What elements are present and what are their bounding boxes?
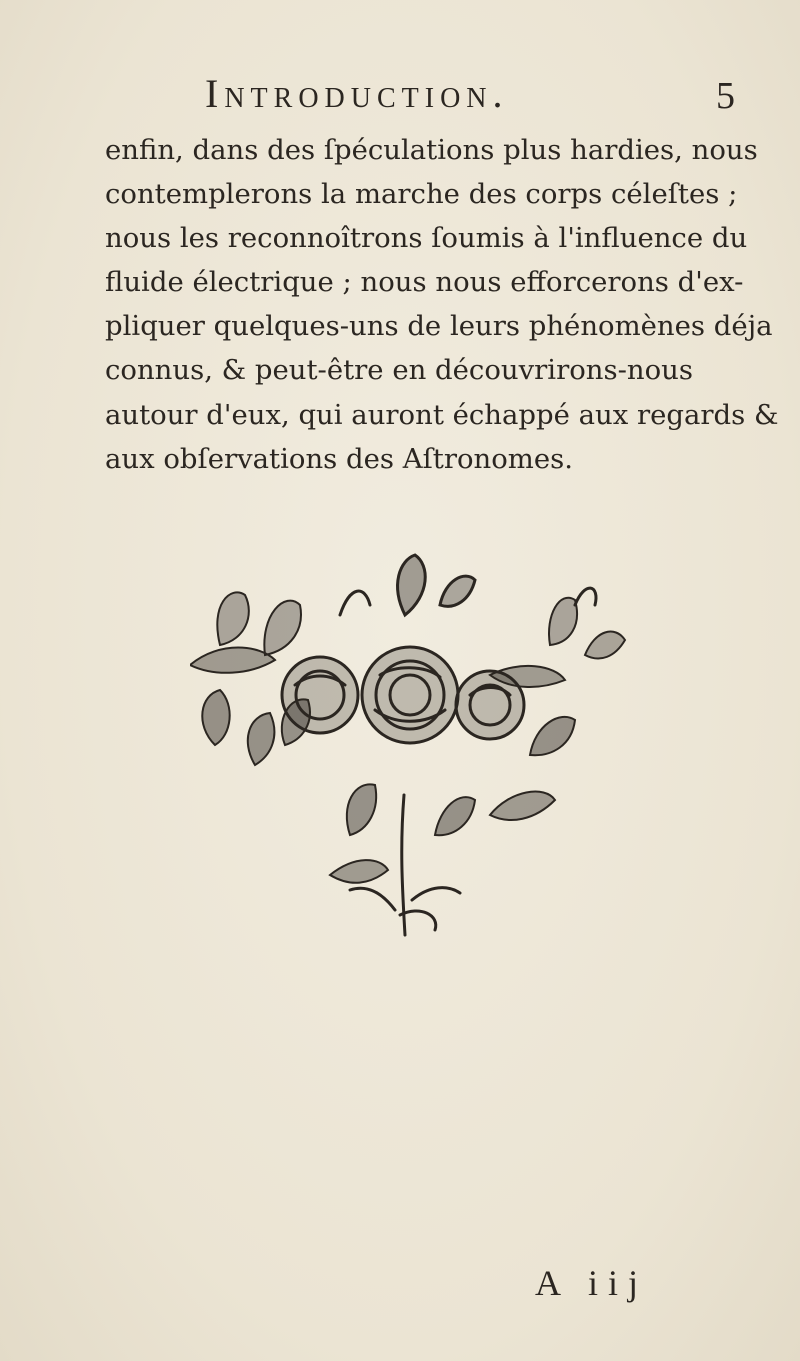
page-number: 5 (716, 75, 735, 117)
text-line: fluide électrique ; nous nous efforcerons d'ex- (105, 266, 744, 299)
text-line: autour d'eux, qui auront échappé aux regards & (105, 398, 779, 431)
text-line: enfin, dans des ſpéculations plus hardies, nous (105, 134, 758, 166)
floral-woodcut-icon (190, 545, 635, 945)
running-title: Introduction. (205, 71, 509, 116)
signature-mark: A iij (535, 1263, 649, 1303)
text-line: pliquer quelques-uns de leurs phénomènes déja (105, 310, 773, 343)
running-head (205, 70, 745, 130)
text-line: nous les reconnoîtrons ſoumis à l'influence du (105, 222, 748, 255)
text-line: contemplerons la marche des corps céleſtes ; (105, 178, 738, 211)
text-line: connus, & peut-être en découvrirons-nous (105, 354, 693, 387)
body-paragraph (105, 128, 779, 481)
text-line: aux obſervations des Aſtronomes. (105, 442, 574, 475)
